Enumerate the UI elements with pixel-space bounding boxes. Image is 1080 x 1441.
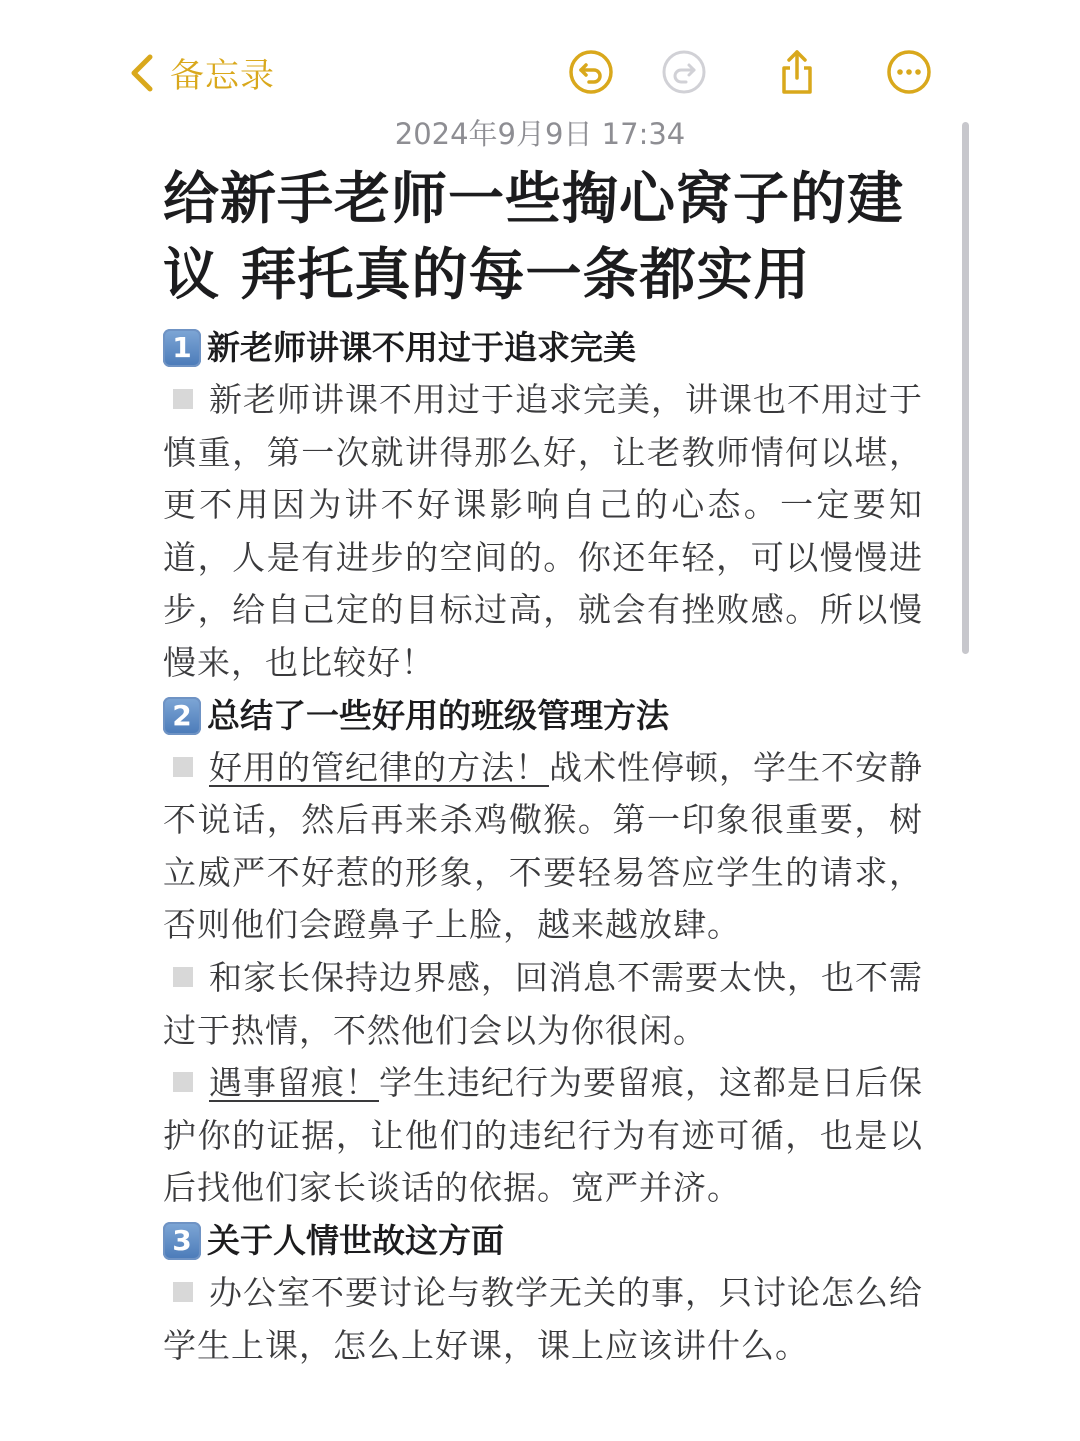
section-heading-text: 关于人情世故这方面 [207, 1220, 504, 1260]
section-heading-text: 总结了一些好用的班级管理方法 [207, 695, 669, 735]
item-text: 和家长保持边界感，回消息不需要太快，也不需过于热情，不然他们会以为你很闲。 [163, 957, 923, 1050]
note-body[interactable] [163, 162, 923, 1372]
share-icon[interactable] [773, 48, 821, 96]
list-item [163, 742, 923, 952]
navigation-bar [0, 40, 1080, 104]
list-item [163, 952, 923, 1057]
section-heading [163, 1215, 923, 1267]
square-bullet-icon [173, 967, 193, 987]
section-heading [163, 690, 923, 742]
item-text: 学生违纪行为要留痕，这都是日后保护你的证据，让他们的违纪行为有迹可循，也是以后找他们家长谈话的依据。宽严并济。 [163, 1063, 923, 1208]
number-badge: 3 [163, 1222, 201, 1260]
list-item [163, 1267, 923, 1372]
redo-icon[interactable] [660, 48, 708, 96]
note-title: 给新手老师一些掏心窝子的建议 拜托真的每一条都实用 [163, 167, 904, 308]
section-heading [163, 322, 923, 374]
square-bullet-icon [173, 389, 193, 409]
note-date: 2024年9月9日 17:34 [394, 117, 686, 151]
square-bullet-icon [173, 1072, 193, 1092]
chevron-left-icon [128, 51, 158, 95]
square-bullet-icon [173, 1282, 193, 1302]
section-heading-text: 新老师讲课不用过于追求完美 [207, 328, 636, 367]
back-label: 备忘录 [170, 56, 275, 96]
note-sections [163, 322, 923, 1372]
scrollbar[interactable] [962, 122, 969, 654]
more-icon[interactable] [885, 48, 933, 96]
item-text: 办公室不要讨论与教学无关的事，只讨论怎么给学生上课，怎么上好课，课上应该讲什么。 [163, 1272, 923, 1365]
item-text: 战术性停顿，学生不安静不说话，然后再来杀鸡儆猴。第一印象很重要，树立威严不好惹的形象，不要轻易答应学生的请求，否则他们会蹬鼻子上脸，越来越放肆。 [163, 747, 923, 945]
square-bullet-icon [173, 757, 193, 777]
undo-icon[interactable] [567, 48, 615, 96]
number-badge: 1 [163, 329, 201, 367]
underlined-text: 好用的管纪律的方法！ [209, 747, 549, 787]
item-text: 新老师讲课不用过于追求完美，讲课也不用过于慎重，第一次就讲得那么好，让老教师情何以堪，更不用因为讲不好课影响自己的心态。一定要知道，人是有进步的空间的。你还年轻，可以慢慢进步，给自己定的目标过高，就会有挫败感。所以慢慢来，也比较好！ [163, 380, 923, 682]
underlined-text: 遇事留痕！ [209, 1063, 379, 1103]
number-badge: 2 [163, 697, 201, 735]
list-item [163, 1057, 923, 1215]
list-item [163, 374, 923, 690]
back-button[interactable] [128, 48, 275, 97]
